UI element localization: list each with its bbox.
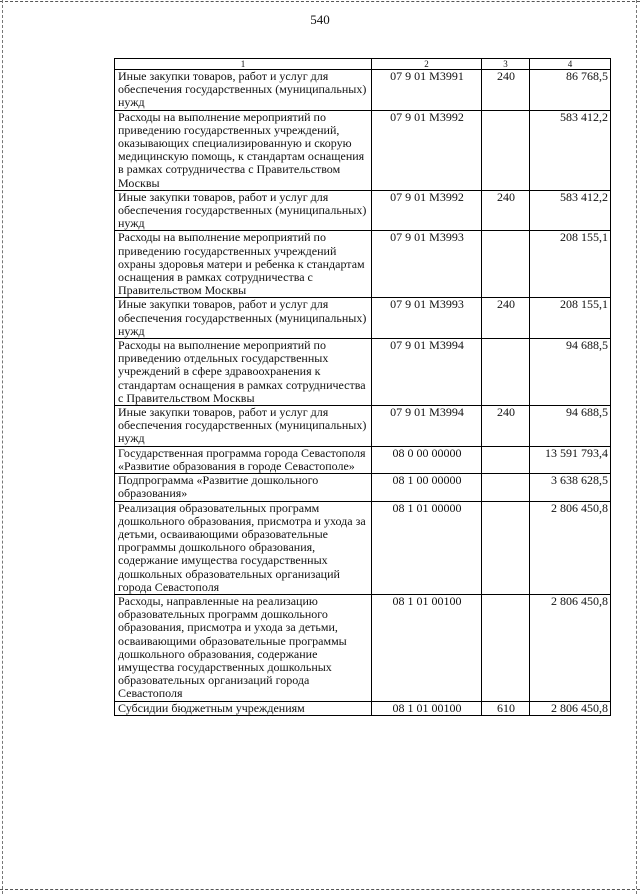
row-code-cell: 07 9 01 М3993	[372, 298, 482, 339]
column-header-sum: 4	[530, 59, 611, 70]
row-type-cell	[482, 339, 530, 406]
row-sum-cell: 86 768,5	[530, 70, 611, 111]
row-name-cell: Реализация образовательных программ дошкольного образования, присмотра и ухода за детьми, осваивающими образовательные программы дошкольного образования, содержание имущества государственных дошкольных образовательных организаций города Севастополя	[115, 501, 372, 594]
row-code-cell: 08 1 00 00000	[372, 474, 482, 501]
column-number-row	[115, 59, 611, 70]
row-code-cell: 08 1 01 00100	[372, 594, 482, 701]
row-sum-cell: 2 806 450,8	[530, 594, 611, 701]
row-type-cell	[482, 474, 530, 501]
scan-edge-right	[636, 0, 637, 894]
table-row	[115, 594, 611, 701]
row-code-cell: 07 9 01 М3994	[372, 406, 482, 447]
table-row	[115, 406, 611, 447]
row-code-cell: 08 0 00 00000	[372, 446, 482, 473]
table-row	[115, 110, 611, 190]
row-code-cell: 07 9 01 М3991	[372, 70, 482, 111]
row-name-cell: Иные закупки товаров, работ и услуг для обеспечения государственных (муниципальных) нужд	[115, 406, 372, 447]
scan-edge-bottom	[0, 889, 640, 890]
row-sum-cell: 94 688,5	[530, 406, 611, 447]
row-code-cell: 08 1 01 00000	[372, 501, 482, 594]
table-row	[115, 339, 611, 406]
row-type-cell: 610	[482, 701, 530, 715]
scan-edge-left	[2, 0, 3, 894]
table-row	[115, 298, 611, 339]
row-sum-cell: 94 688,5	[530, 339, 611, 406]
row-name-cell: Иные закупки товаров, работ и услуг для обеспечения государственных (муниципальных) нужд	[115, 298, 372, 339]
table-row	[115, 501, 611, 594]
row-type-cell	[482, 594, 530, 701]
row-type-cell	[482, 501, 530, 594]
row-code-cell: 07 9 01 М3992	[372, 190, 482, 231]
budget-table	[114, 58, 611, 716]
row-code-cell: 07 9 01 М3993	[372, 231, 482, 298]
row-name-cell: Расходы на выполнение мероприятий по приведению государственных учреждений, оказывающих специализированную и скорую медицинскую помощь, к стандартам оснащения в рамках сотрудничества с Правительством Москвы	[115, 110, 372, 190]
row-sum-cell: 583 412,2	[530, 190, 611, 231]
row-sum-cell: 208 155,1	[530, 231, 611, 298]
row-sum-cell: 2 806 450,8	[530, 701, 611, 715]
row-code-cell: 08 1 01 00100	[372, 701, 482, 715]
row-sum-cell: 13 591 793,4	[530, 446, 611, 473]
column-header-type: 3	[482, 59, 530, 70]
column-header-code: 2	[372, 59, 482, 70]
row-type-cell: 240	[482, 298, 530, 339]
row-type-cell	[482, 231, 530, 298]
row-sum-cell: 3 638 628,5	[530, 474, 611, 501]
row-type-cell: 240	[482, 190, 530, 231]
table-row	[115, 190, 611, 231]
row-name-cell: Субсидии бюджетным учреждениям	[115, 701, 372, 715]
row-name-cell: Иные закупки товаров, работ и услуг для обеспечения государственных (муниципальных) нужд	[115, 70, 372, 111]
row-name-cell: Расходы на выполнение мероприятий по приведению государственных учреждений охраны здоровья матери и ребенка к стандартам оснащения в рамках сотрудничества с Правительством Москвы	[115, 231, 372, 298]
row-sum-cell: 583 412,2	[530, 110, 611, 190]
table-row	[115, 70, 611, 111]
table-row	[115, 701, 611, 715]
row-sum-cell: 2 806 450,8	[530, 501, 611, 594]
table-row	[115, 446, 611, 473]
row-name-cell: Иные закупки товаров, работ и услуг для обеспечения государственных (муниципальных) нужд	[115, 190, 372, 231]
row-name-cell: Государственная программа города Севастополя «Развитие образования в городе Севастополе»	[115, 446, 372, 473]
row-type-cell	[482, 110, 530, 190]
table-row	[115, 474, 611, 501]
table-row	[115, 231, 611, 298]
row-code-cell: 07 9 01 М3992	[372, 110, 482, 190]
row-type-cell	[482, 446, 530, 473]
row-type-cell: 240	[482, 406, 530, 447]
row-sum-cell: 208 155,1	[530, 298, 611, 339]
row-type-cell: 240	[482, 70, 530, 111]
column-header-name: 1	[115, 59, 372, 70]
page-number: 540	[310, 12, 330, 27]
row-name-cell: Подпрограмма «Развитие дошкольного образования»	[115, 474, 372, 501]
row-name-cell: Расходы на выполнение мероприятий по приведению отдельных государственных учреждений в сфере здравоохранения к стандартам оснащения в рамках сотрудничества с Правительством Москвы	[115, 339, 372, 406]
row-name-cell: Расходы, направленные на реализацию образовательных программ дошкольного образования, присмотра и ухода за детьми, осваивающими образовательные программы дошкольного образования, содержание имущества государственных дошкольных образовательных организаций города Севастополя	[115, 594, 372, 701]
scan-edge-top	[0, 1, 640, 2]
row-code-cell: 07 9 01 М3994	[372, 339, 482, 406]
